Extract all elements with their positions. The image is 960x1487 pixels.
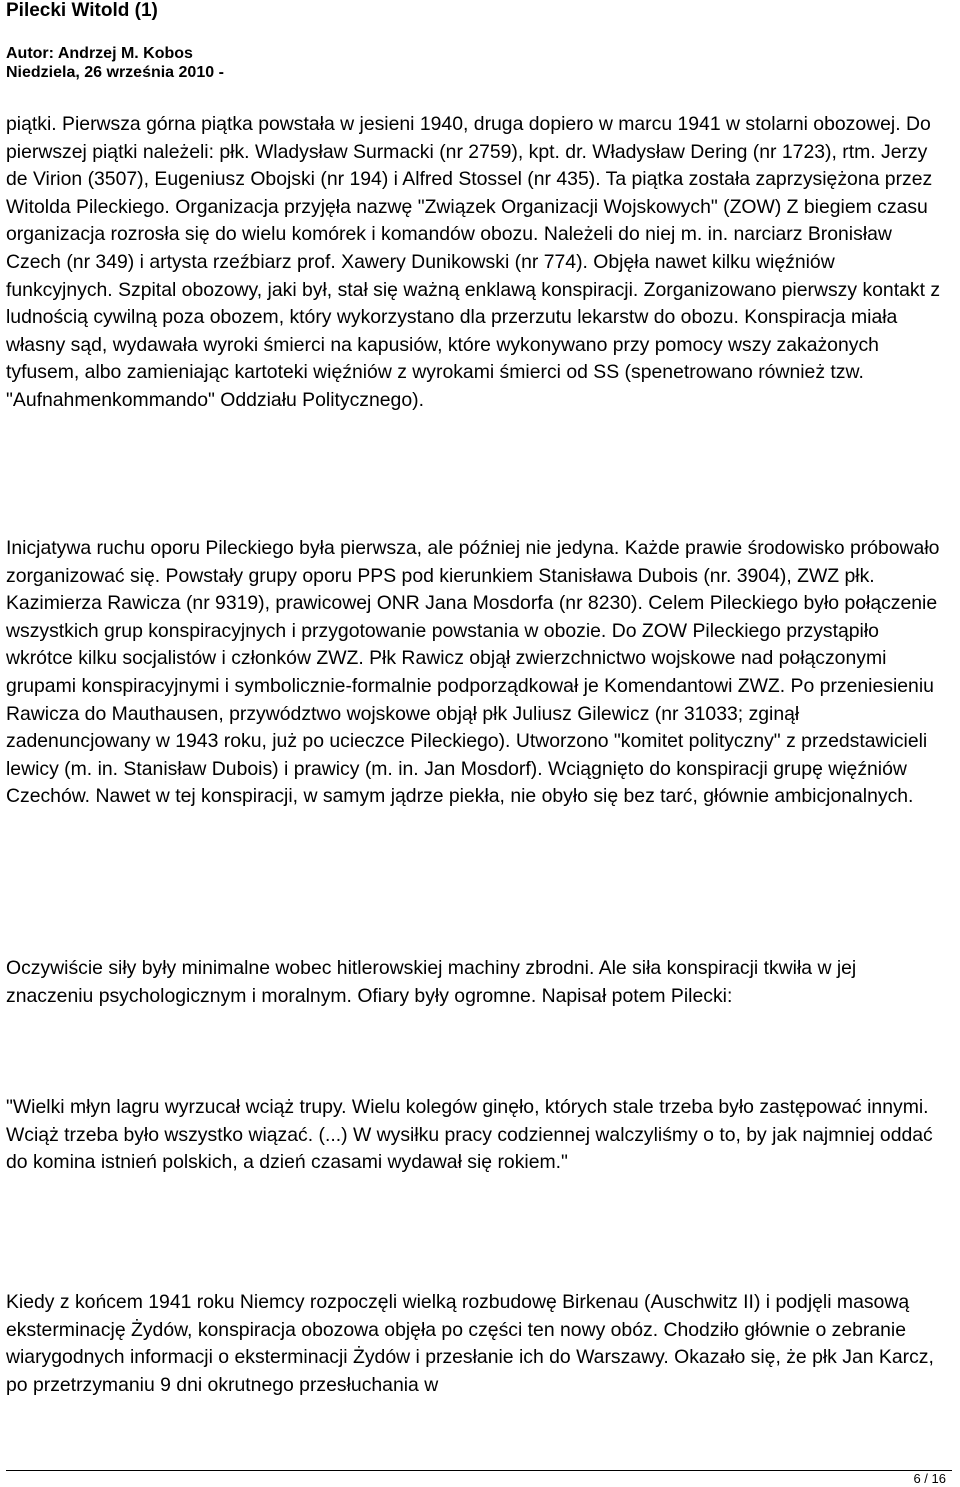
paragraph: Oczywiście siły były minimalne wobec hitlerowskiej machiny zbrodni. Ale siła konspiracji tkwiła w jej znaczeniu psychologicznym i moralnym. Ofiary były ogromne. Napisał potem Pilecki: (6, 957, 857, 1007)
footer-divider (6, 1470, 952, 1471)
article-body (6, 111, 941, 1396)
paragraph: Inicjatywa ruchu oporu Pileckiego była pierwsza, ale później nie jedyna. Każde prawie środowisko próbowało zorganizować się. Powstały grupy oporu PPS pod kierunkiem Stanisława Dubois (nr. 3904), ZWZ płk. Kazimierza Rawicza (nr 9319), prawicowej ONR Jana Mosdorfa (nr 8230). Celem Pileckiego było połączenie wszystkich grup konspiracyjnych i przygotowanie powstania w obozie. Do ZOW Pileckiego przystąpiło wkrótce kilku socjalistów i członków ZWZ. Płk Rawicz objął zwierzchnictwo wojskowe nad połączonymi grupami konspiracyjnymi i symbolicznie-formalnie podporządkował je Komendantowi ZWZ. Po przeniesieniu Rawicza do Mauthausen, przywództwo wojskowe objął płk Juliusz Gilewicz (nr 31033; zginął zadenuncjowany w 1943 roku, już po ucieczce Pileckiego). Utworzono "komitet polityczny" z przedstawicieli lewicy (m. in. Stanisław Dubois) i prawicy (m. in. Jan Mosdorf). Wciągnięto do konspiracji grupę więźniów Czechów. Nawet w tej konspiracji, w samym jądrze piekła, nie obyło się bez tarć, głównie ambicjonalnych. (6, 537, 940, 808)
article-date: Niedziela, 26 września 2010 - (6, 64, 224, 81)
quote-paragraph: "Wielki młyn lagru wyrzucał wciąż trupy. Wielu kolegów ginęło, których stale trzeba było zastępować innymi. Wciąż trzeba było wszystko wiązać. (...) W wysiłku pracy codziennej walczyliśmy o to, by jak najmniej oddać do komina istnień polskich, a dzień czasami wydawał się rokiem." (6, 1096, 933, 1174)
page-header (6, 0, 224, 82)
page-number: 6 / 16 (913, 1471, 946, 1486)
article-author: Autor: Andrzej M. Kobos (6, 45, 193, 62)
paragraph: Kiedy z końcem 1941 roku Niemcy rozpoczęli wielką rozbudowę Birkenau (Auschwitz II) i podjęli masową eksterminację Żydów, konspiracja obozowa objęła po części ten nowy obóz. Chodziło głównie o zebranie wiarygodnych informacji o eksterminacji Żydów i przesłanie ich do Warszawy. Okazało się, że płk Jan Karcz, po przetrzymaniu 9 dni okrutnego przesłuchania w (6, 1291, 934, 1396)
paragraph: piątki. Pierwsza górna piątka powstała w jesieni 1940, druga dopiero w marcu 1941 w stolarni obozowej. Do pierwszej piątki należeli: płk. Wladysław Surmacki (nr 2759), kpt. dr. Władysław Dering (nr 1723), rtm. Jerzy de Virion (3507), Eugeniusz Obojski (nr 194) i Alfred Stossel (nr 435). Ta piątka została zaprzysiężona przez Witolda Pileckiego. Organizacja przyjęła nazwę "Związek Organizacji Wojskowych" (ZOW) Z biegiem czasu organizacja rozrosła się do wielu komórek i komandów obozu. Należeli do niej m. in. narciarz Bronisław Czech (nr 349) i artysta rzeźbiarz prof. Xawery Dunikowski (nr 774). Objęła nawet kilku więźniów funkcyjnych. Szpital obozowy, jaki był, stał się ważną enklawą konspiracji. Zorganizowano pierwszy kontakt z ludnością cywilną poza obozem, który wykorzystano dla przerzutu lekarstw do obozu. Konspiracja miała własny sąd, wydawała wyroki śmierci na kapusiów, które wykonywano przy pomocy wszy zakażonych tyfusem, albo zamieniając kartoteki więźniów z wyrokami śmierci od SS (spenetrowano również tzw. "Aufnahmenkommando" Oddziału Politycznego). (6, 113, 941, 411)
article-title: Pilecki Witold (1) (6, 0, 158, 21)
